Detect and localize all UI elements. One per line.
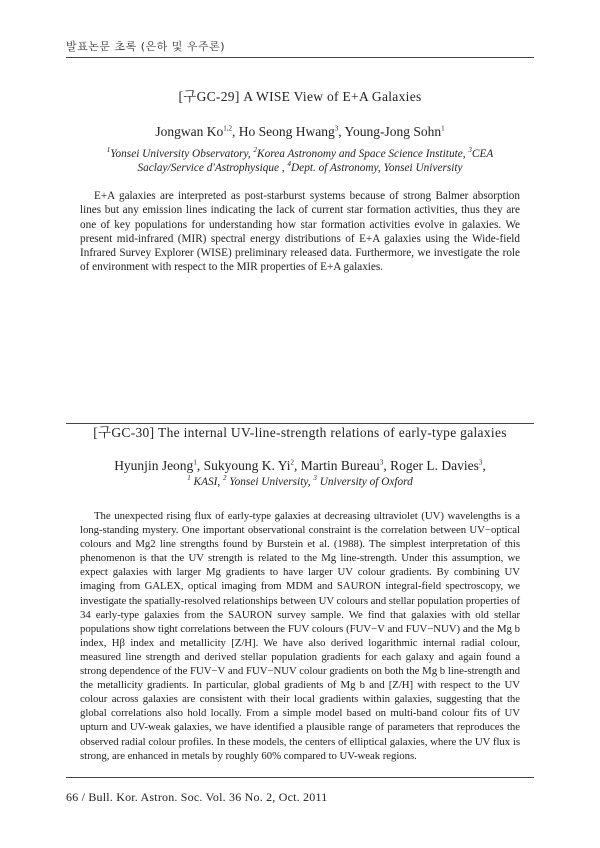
author-name: Young-Jong Sohn xyxy=(344,124,442,139)
affiliations xyxy=(80,147,520,175)
footer-rule xyxy=(66,777,534,778)
affil-sup: 2 xyxy=(253,146,258,155)
author-name: Roger L. Davies xyxy=(390,458,479,473)
author-name: Sukyoung K. Yi xyxy=(203,458,291,473)
affiliation: CEA xyxy=(471,148,494,160)
header-rule xyxy=(66,57,534,58)
author-name: Ho Seong Hwang xyxy=(238,124,335,139)
affil-sup: 4 xyxy=(287,160,292,169)
author-affil-sup: 3 xyxy=(478,458,483,467)
affiliation: KASI, xyxy=(193,476,224,488)
affiliation: Korea Astronomy and Space Science Institute, xyxy=(257,148,469,160)
abstract-body: E+A galaxies are interpreted as post-starburst systems because of strong Balmer absorption lines but any emission lines indicating the lack of current star formation activities, thus they are one of key populations for understanding how star formation activities evolve in galaxies. We present mid-infrared (MIR) spectral energy distributions of E+A galaxies using the Wide-field Infrared Survey Explorer (WISE) preliminary released data. Furthermore, we investigate the role of environment with respect to the MIR properties of E+A galaxies. xyxy=(80,190,520,274)
abstract-gc30 xyxy=(80,424,520,773)
affil-sup: 1 xyxy=(187,474,191,483)
author-name: Martin Bureau xyxy=(300,458,380,473)
author-list: Hyunjin Jeong$^1$, Sukyoung K. Yi$^2$, Martin Bureau$^3$, Roger L. Davies$^3$, xyxy=(114,458,486,473)
affiliations xyxy=(80,475,520,489)
author-affil-sup: 2 xyxy=(290,458,294,467)
abstract-gc29 xyxy=(80,88,520,286)
abstract-body: The unexpected rising flux of early-type galaxies at decreasing ultraviolet (UV) wavelengths is a long-standing mystery. One important observational constraint is the correlation between UV−optical colours and Mg2 line strengths found by Burstein et al. (1988). The simplest interpretation of this phenomenon is that the UV strength is related to the Mg line-strength. Under this assumption, we expect galaxies with larger Mg gradients to have larger UV colour gradients. By combining UV imaging from GALEX, optical imaging from MDM and SAURON integral-field spectroscopy, we investigate the spatially-resolved relationships between UV colours and stellar population properties of 34 early-type galaxies from the SAURON survey sample. We find that galaxies with old stellar populations show tight correlations between the FUV colours (FUV−V and FUV−NUV) and the Mg b index, Hβ index and metallicity [Z/H]. We have also derived logarithmic internal radial colour, measured line strength and derived stellar population gradients for each galaxy and again found a strong dependence of the FUV−V and FUV−NUV colour gradients on both the Mg b line-strength and the metallicity gradients. In particular, global gradients of Mg b and [Z/H] with respect to the UV colour across galaxies are consistent with their local gradients within galaxies, suggesting that the global correlations also hold locally. From a simple model based on multi-band colour fits of UV upturn and UV-weak galaxies, we have identified a plausible range of parameters that reproduces the observed radial colour profiles. In these models, the centers of elliptical galaxies, where the UV flux is strong, are enhanced in metals by roughly 60% compared to UV-weak regions. xyxy=(80,510,520,762)
author-affil-sup: 1 xyxy=(441,124,445,133)
affil-sup: 3 xyxy=(468,146,472,155)
author-affil-sup: 3 xyxy=(334,124,339,133)
running-head: 발표논문 초록 (은하 및 우주론) xyxy=(66,40,226,53)
affiliation: Yonsei University Observatory, xyxy=(110,148,254,160)
author-name: Hyunjin Jeong xyxy=(114,458,194,473)
abstract-title: [구GC-29] A WISE View of E+A Galaxies xyxy=(178,89,422,104)
author-affil-sup: 1,2 xyxy=(223,124,233,133)
affil-sup: 3 xyxy=(313,474,317,483)
author-list: Jongwan Ko$^{1,2}$, Ho Seong Hwang$^3$, Young-Jong Sohn$^1$ xyxy=(155,124,445,139)
affiliation: Yonsei University, xyxy=(229,476,314,488)
author-affil-sup: 3 xyxy=(379,458,384,467)
author-affil-sup: 1 xyxy=(193,458,197,467)
page-footer: 66 / Bull. Kor. Astron. Soc. Vol. 36 No. 2, Oct. 2011 xyxy=(66,790,328,804)
affiliation: Saclay/Service d'Astrophysique , xyxy=(137,162,288,174)
author-name: Jongwan Ko xyxy=(155,124,224,139)
abstract-title: [구GC-30] The internal UV-line-strength relations of early-type galaxies xyxy=(93,425,507,440)
affiliation: University of Oxford xyxy=(319,476,413,488)
affil-sup: 2 xyxy=(223,474,227,483)
affiliation: Dept. of Astronomy, Yonsei University xyxy=(291,162,463,174)
affil-sup: 1 xyxy=(106,146,111,155)
